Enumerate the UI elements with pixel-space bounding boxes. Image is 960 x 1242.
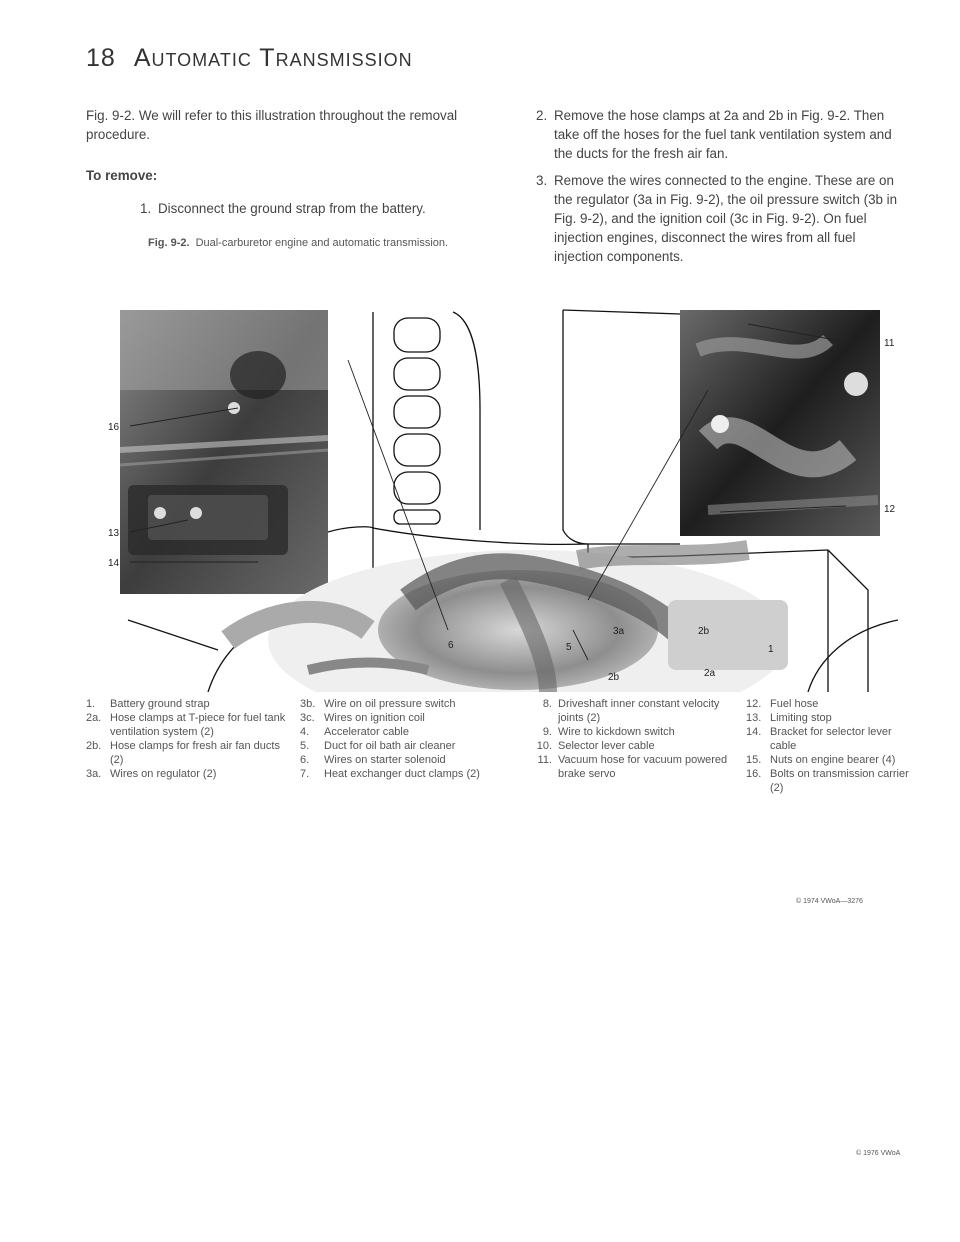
inset-photo-left	[120, 310, 328, 594]
callout-13: 13	[108, 528, 120, 539]
legend-number: 15.	[746, 754, 762, 766]
legend-text: Nuts on engine bearer (4)	[770, 754, 896, 766]
legend-item	[86, 711, 286, 739]
legend-column-2	[300, 697, 540, 781]
chapter-title: Automatic Transmission	[133, 44, 413, 72]
legend-item	[746, 697, 916, 711]
legend-item	[300, 753, 540, 767]
legend-item	[86, 767, 286, 781]
callout-16: 16	[108, 422, 120, 433]
legend-column-1	[86, 697, 286, 781]
legend-item	[300, 697, 540, 711]
legend-number: 16.	[746, 768, 762, 780]
legend-text: Battery ground strap	[110, 698, 210, 710]
intro-paragraph: Fig. 9-2. We will refer to this illustration throughout the removal procedure.	[86, 108, 458, 142]
legend-number: 6.	[300, 754, 310, 766]
callout-6: 6	[448, 640, 454, 651]
legend-text: Wires on ignition coil	[324, 712, 425, 724]
legend-number: 3c.	[300, 712, 315, 724]
legend-text: Limiting stop	[770, 712, 832, 724]
legend-number: 14.	[746, 726, 762, 738]
legend-number: 1.	[86, 698, 96, 710]
legend-text: Hose clamps for fresh air fan ducts (2)	[110, 740, 280, 766]
legend-text: Wires on starter solenoid	[324, 754, 446, 766]
legend-text: Bracket for selector lever cable	[770, 726, 892, 752]
engine-illustration-svg	[108, 300, 898, 692]
caption-text: Dual-carburetor engine and automatic transmission.	[195, 237, 449, 249]
legend-item	[86, 739, 286, 767]
legend-item	[532, 753, 732, 781]
callout-14: 14	[108, 558, 120, 569]
step-text: Disconnect the ground strap from the battery.	[158, 201, 426, 216]
legend-text: Selector lever cable	[558, 740, 655, 752]
legend-number: 10.	[536, 740, 552, 752]
callout-11: 11	[884, 338, 895, 349]
legend-number: 9.	[542, 726, 552, 738]
legend-text: Duct for oil bath air cleaner	[324, 740, 456, 752]
legend-number: 3b.	[300, 698, 316, 710]
right-column	[536, 106, 906, 274]
legend-item	[746, 753, 916, 767]
legend-item	[532, 697, 732, 725]
legend-number: 5.	[300, 740, 310, 752]
legend-item	[746, 725, 916, 753]
section-heading: To remove:	[86, 168, 158, 183]
legend-number: 2a.	[86, 712, 102, 724]
callout-5: 5	[566, 642, 572, 653]
legend-item	[300, 711, 540, 725]
legend-item	[300, 739, 540, 753]
legend-item	[300, 767, 540, 781]
legend-text: Accelerator cable	[324, 726, 409, 738]
step-number: 1.	[140, 201, 152, 216]
legend-text: Driveshaft inner constant velocity joints (2)	[558, 698, 720, 724]
legend-number: 11.	[537, 754, 552, 766]
legend-number: 8.	[542, 698, 552, 710]
callout-2b-mid: 2b	[608, 672, 620, 683]
page-header	[86, 44, 413, 73]
legend-item	[532, 739, 732, 753]
legend-number: 7.	[300, 768, 310, 780]
figure-caption	[148, 236, 508, 250]
callout-2b-top: 2b	[698, 626, 710, 637]
caption-label: Fig. 9-2.	[148, 237, 190, 249]
legend-text: Hose clamps at T-piece for fuel tank ventilation system (2)	[110, 712, 286, 738]
legend-text: Fuel hose	[770, 698, 819, 710]
callout-12: 12	[884, 504, 896, 515]
legend-item	[746, 767, 916, 795]
legend-text: Vacuum hose for vacuum powered brake servo	[558, 754, 728, 780]
inset-photo-right	[680, 310, 880, 536]
legend-item	[532, 725, 732, 739]
legend-item	[86, 697, 286, 711]
legend-text: Wire to kickdown switch	[558, 726, 675, 738]
legend-item	[300, 725, 540, 739]
legend-column-3	[532, 697, 732, 781]
step-number: 3.	[536, 173, 548, 188]
legend-number: 4.	[300, 726, 310, 738]
legend-number: 2b.	[86, 740, 102, 752]
step-number: 2.	[536, 108, 548, 123]
page-copyright: © 1976 VWoA	[856, 1150, 901, 1157]
legend-text: Wire on oil pressure switch	[324, 698, 456, 710]
step-text: Remove the wires connected to the engine. These are on the regulator (3a in Fig. 9-2), the oil pressure switch (3b in Fig. 9-2), and the ignition coil (3c in Fig. 9-2). On fuel injection engines, disconnect the wires from all fuel injection components.	[554, 173, 898, 264]
step-text: Remove the hose clamps at 2a and 2b in Fig. 9-2. Then take off the hoses for the fuel tank ventilation system and the ducts for the fresh air fan.	[554, 108, 892, 161]
figure-copyright: © 1974 VWoA—3276	[796, 898, 863, 905]
legend-number: 13.	[746, 712, 762, 724]
legend-text: Heat exchanger duct clamps (2)	[324, 768, 480, 780]
page-number: 18	[86, 44, 116, 72]
step-1	[140, 199, 498, 218]
engine-illustration	[108, 300, 898, 692]
legend-number: 3a.	[86, 768, 102, 780]
vent-grille	[394, 318, 440, 524]
callout-2a: 2a	[704, 668, 716, 679]
legend-text: Bolts on transmission carrier (2)	[770, 768, 909, 794]
legend-number: 12.	[746, 698, 762, 710]
left-column	[86, 106, 498, 250]
callout-1: 1	[768, 644, 774, 655]
legend-item	[746, 711, 916, 725]
legend-column-4	[746, 697, 916, 795]
callout-3a: 3a	[613, 626, 625, 637]
legend-text: Wires on regulator (2)	[110, 768, 217, 780]
step-2	[536, 106, 906, 163]
step-3	[536, 171, 906, 266]
